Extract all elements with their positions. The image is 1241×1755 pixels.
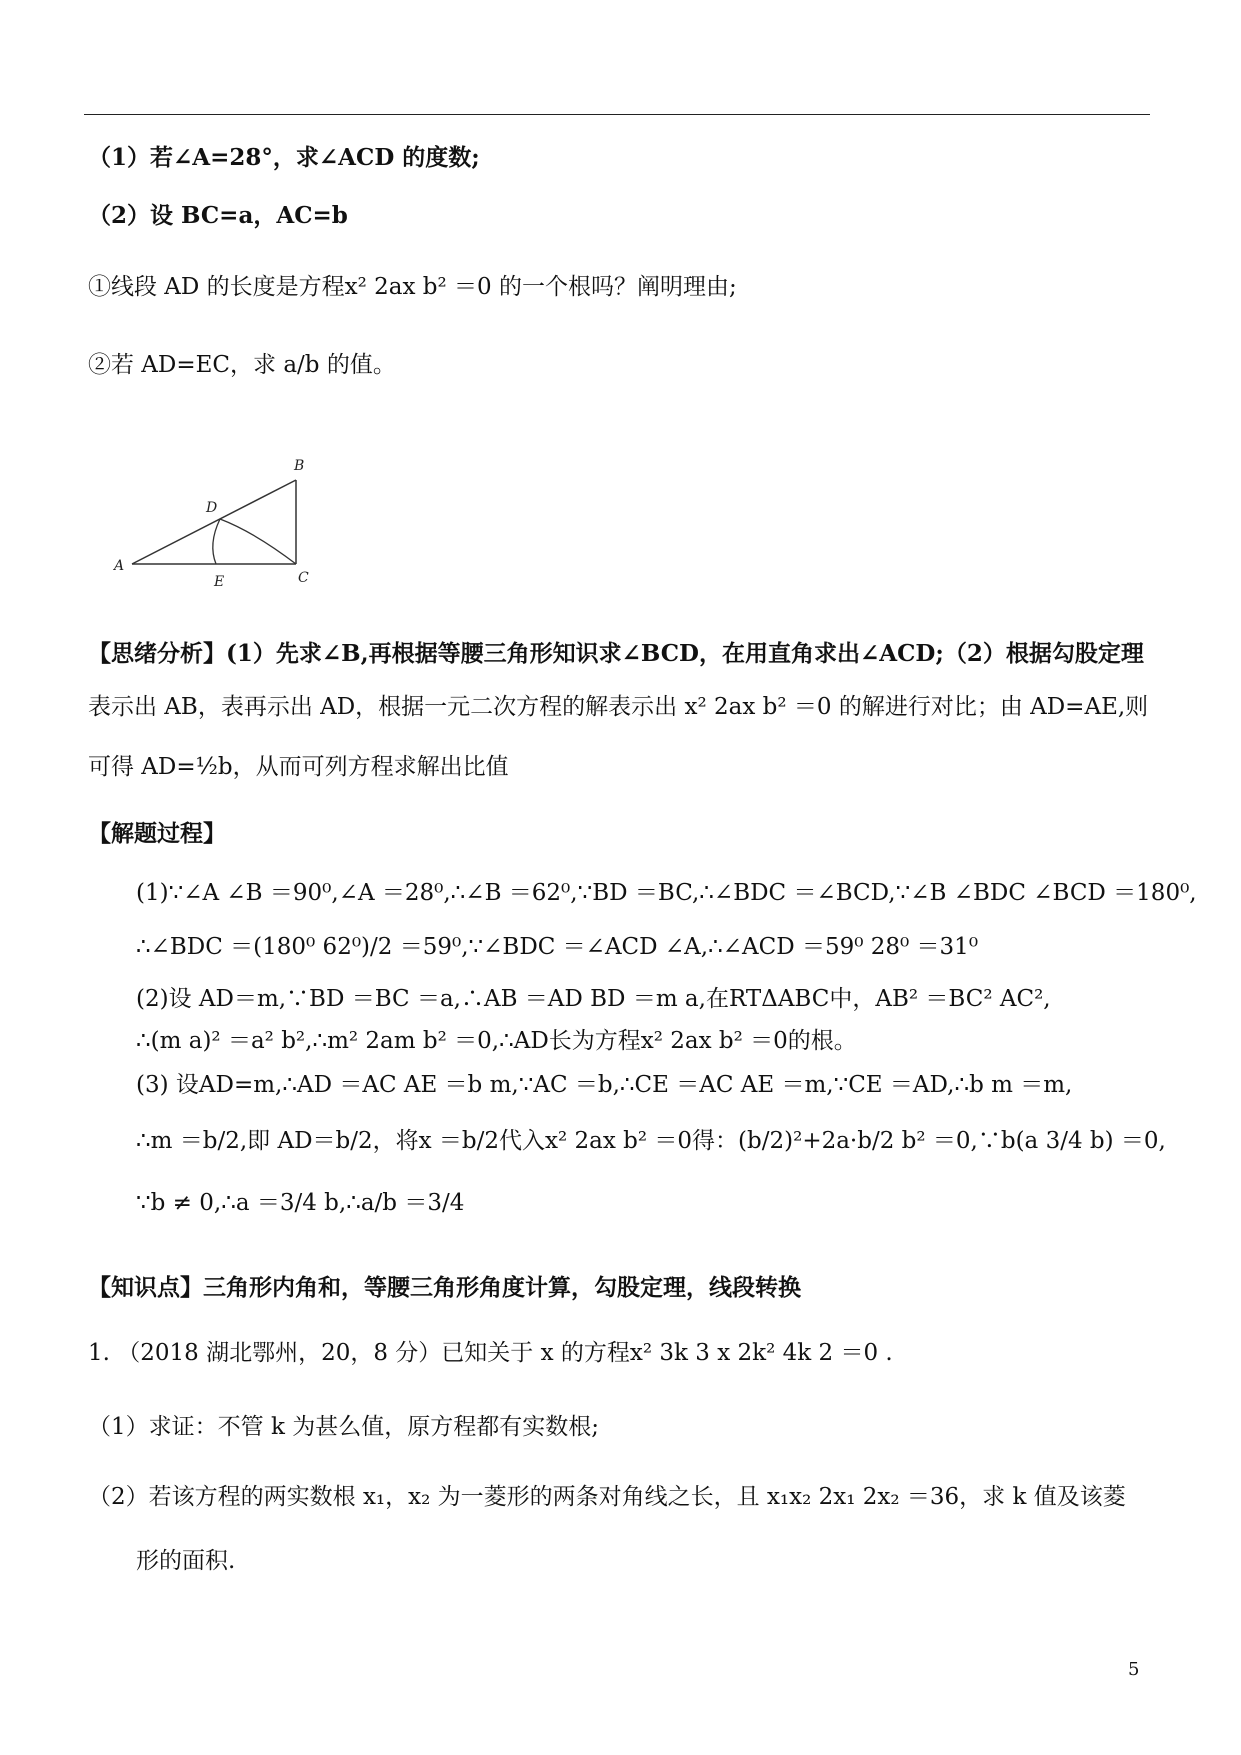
analysis-line-2: 表示出 AB，表再示出 AD，根据一元二次方程的解表示出 x² 2ax b² ＝0 的解进行对比；由 AD=AE,则	[88, 694, 1149, 720]
solution-line-6: ∴m ＝b/2,即 AD＝b/2，将x ＝b/2代入x² 2ax b² ＝0得：(b/2)²+2a·b/2 b² ＝0,∵b(a 3/4 b) ＝0,	[136, 1128, 1166, 1154]
label-c: C	[298, 570, 309, 586]
label-b: B	[294, 458, 305, 474]
solution-line-5: (3) 设AD=m,∴AD ＝AC AE ＝b m,∵AC ＝b,∴CE ＝AC AE ＝m,∵CE ＝AD,∴b m ＝m,	[136, 1072, 1073, 1098]
question-part-2a: ①线段 AD 的长度是方程x² 2ax b² ＝0 的一个根吗？阐明理由;	[88, 274, 737, 300]
label-a: A	[114, 558, 125, 574]
solution-heading: 【解题过程】	[88, 820, 226, 847]
question-part-2: （2）设 BC=a，AC=b	[88, 202, 348, 229]
problem-1-title: 1. （2018 湖北鄂州，20，8 分）已知关于 x 的方程x² 3k 3 x 2k² 4k 2 ＝0 .	[88, 1340, 893, 1366]
solution-line-3: (2)设 AD＝m,∵BD ＝BC ＝a,∴AB ＝AD BD ＝m a,在RTΔABC中，AB² ＝BC² AC²,	[136, 986, 1051, 1012]
solution-line-7: ∵b ≠ 0,∴a ＝3/4 b,∴a/b ＝3/4	[136, 1190, 465, 1216]
triangle-figure	[104, 440, 344, 605]
problem-1-part-2: （2）若该方程的两实数根 x₁，x₂ 为一菱形的两条对角线之长，且 x₁x₂ 2x₁ 2x₂ ＝36，求 k 值及该菱	[88, 1484, 1126, 1510]
problem-1-part-1: （1）求证：不管 k 为甚么值，原方程都有实数根;	[88, 1414, 599, 1440]
question-part-1: （1）若∠A=28°，求∠ACD 的度数;	[88, 144, 480, 171]
header-rule	[84, 114, 1150, 115]
analysis-line-1: 【思绪分析】(1）先求∠B,再根据等腰三角形知识求∠BCD，在用直角求出∠ACD;（2）根据勾股定理	[88, 640, 1144, 667]
label-e: E	[214, 574, 225, 590]
analysis-line-3: 可得 AD=½b，从而可列方程求解出比值	[88, 754, 509, 780]
page-number: 5	[1128, 1659, 1140, 1680]
knowledge-points: 【知识点】三角形内角和，等腰三角形角度计算，勾股定理，线段转换	[88, 1274, 801, 1301]
question-part-2b: ②若 AD=EC，求 a/b 的值。	[88, 352, 396, 378]
problem-1-part-2-cont: 形的面积.	[136, 1548, 236, 1574]
solution-line-2: ∴∠BDC ＝(180⁰ 62⁰)/2 ＝59⁰,∵∠BDC ＝∠ACD ∠A,∴∠ACD ＝59⁰ 28⁰ ＝31⁰	[136, 934, 979, 960]
solution-line-1: (1)∵∠A ∠B ＝90⁰,∠A ＝28⁰,∴∠B ＝62⁰,∵BD ＝BC,∴∠BDC ＝∠BCD,∵∠B ∠BDC ∠BCD ＝180⁰,	[136, 880, 1197, 906]
solution-line-4: ∴(m a)² ＝a² b²,∴m² 2am b² ＝0,∴AD长为方程x² 2ax b² ＝0的根。	[136, 1028, 857, 1054]
label-d: D	[206, 500, 218, 516]
